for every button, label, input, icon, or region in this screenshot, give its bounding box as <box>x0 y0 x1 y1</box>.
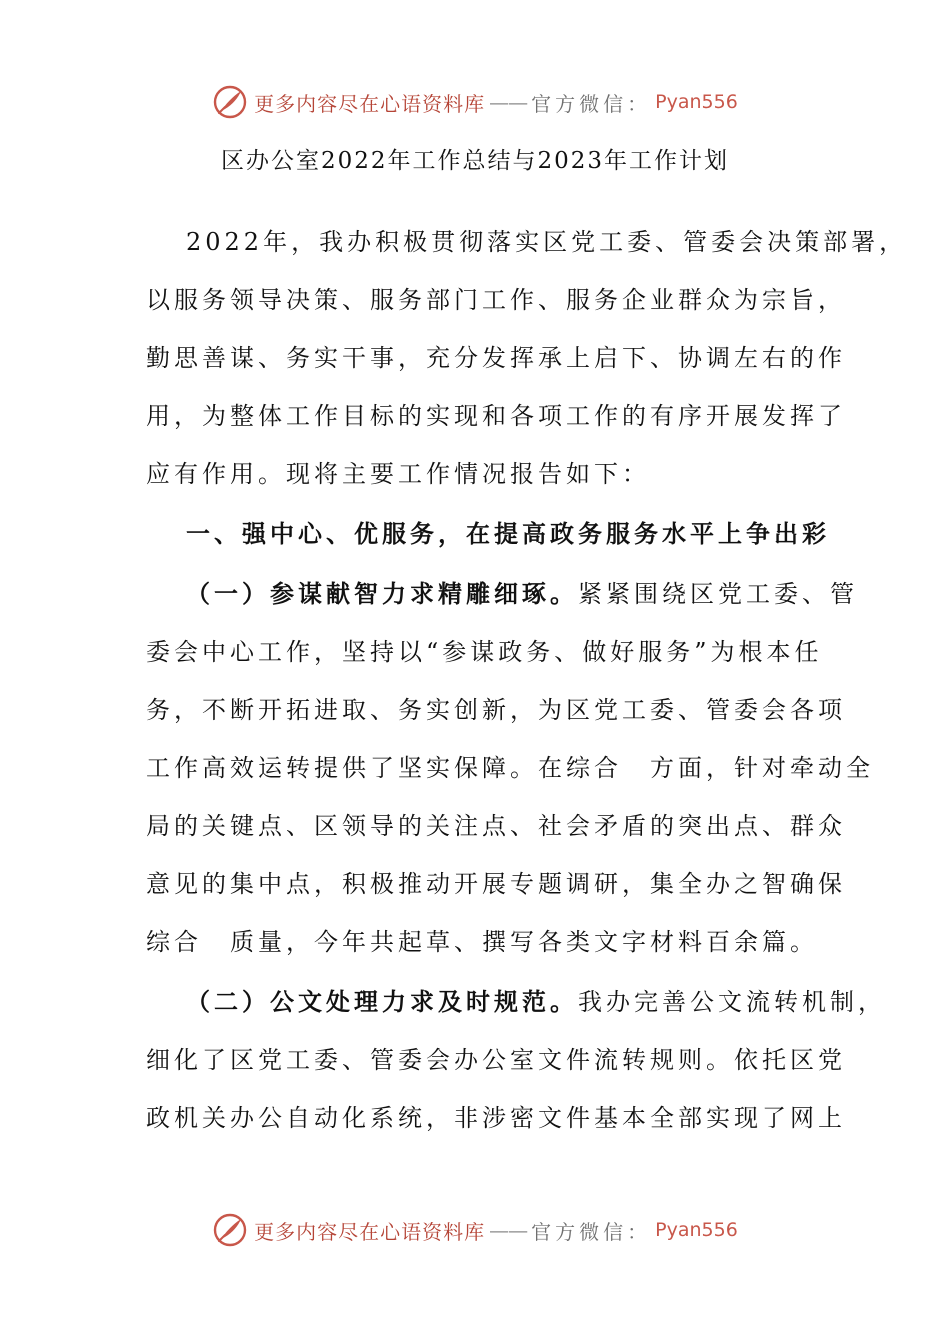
intro-line: 以服务领导决策、服务部门工作、服务企业群众为宗旨， <box>146 286 846 314</box>
body-line: 委会中心工作，坚持以“参谋政务、做好服务”为根本任 <box>146 638 823 666</box>
watermark-brand: 更多内容尽在心语资料库 <box>254 91 486 116</box>
subsection-heading: （一）参谋献智力求精雕细琢。 <box>186 579 578 608</box>
intro-line: 勤思善谋、务实干事，充分发挥承上启下、协调左右的作 <box>146 344 846 372</box>
quill-logo-icon <box>212 84 248 120</box>
body-line: 工作高效运转提供了坚实保障。在综合 方面，针对牵动全 <box>146 754 874 782</box>
watermark-dash: —— <box>489 90 528 114</box>
watermark-label: 官方微信： <box>531 91 652 116</box>
body-line: 务，不断开拓进取、务实创新，为区党工委、管委会各项 <box>146 696 846 724</box>
watermark-dash: —— <box>489 1218 528 1242</box>
intro-line: 应有作用。现将主要工作情况报告如下： <box>146 460 650 488</box>
intro-line: 用，为整体工作目标的实现和各项工作的有序开展发挥了 <box>146 402 846 430</box>
watermark-wechat-id: Pyan556 <box>655 91 738 113</box>
subsection-heading: （二）公文处理力求及时规范。 <box>186 987 578 1016</box>
document-title: 区办公室2022年工作总结与2023年工作计划 <box>220 148 730 174</box>
watermark-header <box>0 82 950 122</box>
subsection-first-line <box>186 576 866 612</box>
subsection-first-line-text: 我办完善公文流转机制， <box>578 988 886 1016</box>
body-line: 综合 质量，今年共起草、撰写各类文字材料百余篇。 <box>146 928 818 956</box>
quill-logo-icon <box>212 1212 248 1248</box>
watermark-label: 官方微信： <box>531 1219 652 1244</box>
body-line: 细化了区党工委、管委会办公室文件流转规则。依托区党 <box>146 1046 846 1074</box>
subsection-first-line-text: 紧紧围绕区党工委、管 <box>578 580 858 608</box>
watermark-footer <box>0 1210 950 1250</box>
body-line: 政机关办公自动化系统，非涉密文件基本全部实现了网上 <box>146 1104 846 1132</box>
intro-line: 2022年，我办积极贯彻落实区党工委、管委会决策部署， <box>186 228 908 256</box>
body-line: 意见的集中点，积极推动开展专题调研，集全办之智确保 <box>146 870 846 898</box>
watermark-brand: 更多内容尽在心语资料库 <box>254 1219 486 1244</box>
section-heading: 一、强中心、优服务，在提高政务服务水平上争出彩 <box>186 519 830 548</box>
subsection-first-line <box>186 984 886 1020</box>
watermark-wechat-id: Pyan556 <box>655 1219 738 1241</box>
body-line: 局的关键点、区领导的关注点、社会矛盾的突出点、群众 <box>146 812 846 840</box>
